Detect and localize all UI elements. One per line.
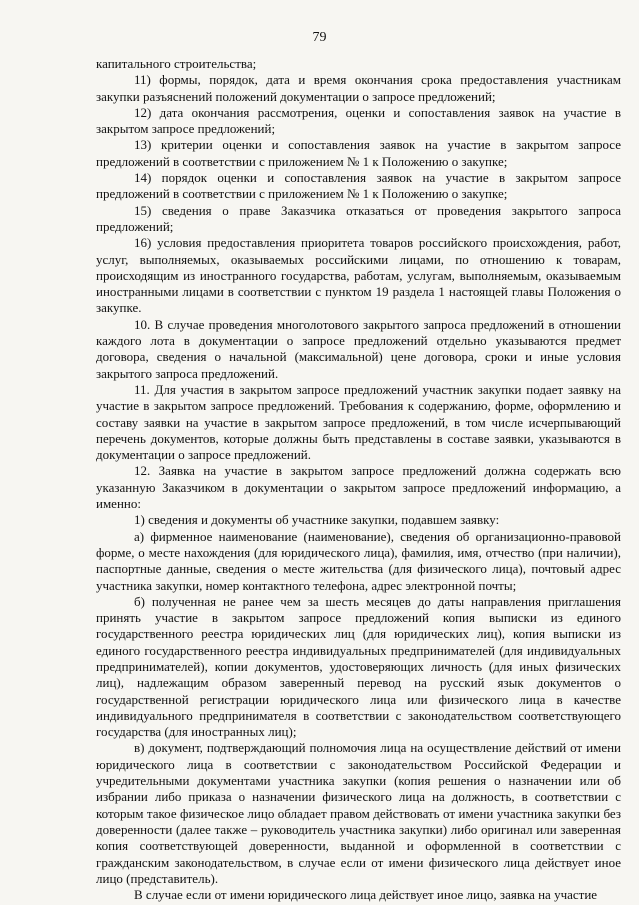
paragraph: 14) порядок оценки и сопоставления заявок на участие в закрытом запросе предложений в соответствии с приложением № 1 к Положению о закупке; [96,170,621,202]
paragraph: 11. Для участия в закрытом запросе предложений участник закупки подает заявку на участие в закрытом запросе предложений. Требования к содержанию, форме, оформлению и составу заявки на участие в закрытом запросе предложений, в том числе исчерпывающий перечень документов, которые должны быть представлены в составе заявки, указываются в документации о запросе предложений. [96,381,621,463]
paragraph: В случае если от имени юридического лица действует иное лицо, заявка на участие [134,887,598,903]
paragraph: 13) критерии оценки и сопоставления заявок на участие в закрытом запросе предложений в соответствии с приложением № 1 к Положению о закупке; [96,137,621,169]
paragraph: 10. В случае проведения многолотового закрытого запроса предложений в отношении каждого лота в документации о запросе предложений отдельно указываются предмет договора, сведения о начальной (максимальной) цене договора, сроки и иные условия закрытого запроса предложений. [96,316,621,381]
paragraph: б) полученная не ранее чем за шесть месяцев до даты направления приглашения принять участие в закрытом запросе предложений копия выписки из единого государственного реестра юридических лиц (для юридических лиц), копия выписки из единого государственного реестра индивидуальных предпринимателей (для индивидуальных предпринимателей), копии документов, удостоверяющих личность (для иных физических лиц), надлежащим образом заверенный перевод на русский язык документов о государственной регистрации юридического лица или физического лица в качестве индивидуального предпринимателя в соответствии с законодательством соответствующего государства (для иностранных лиц); [96,593,621,740]
paragraph: 16) условия предоставления приоритета товаров российского происхождения, работ, услуг, выполняемых, оказываемых российскими лицами, по отношению к товарам, происходящим из иностранного государства, работам, услугам, выполняемым, оказываемым иностранными лицами в соответствии с пунктом 19 раздела 1 настоящей главы Положения о закупке. [96,235,621,316]
paragraph: капитального строительства; [96,56,257,71]
page-number: 79 [312,30,327,45]
paragraph: 12) дата окончания рассмотрения, оценки и сопоставления заявок на участие в закрытом запросе предложений; [96,104,621,137]
paragraph: 12. Заявка на участие в закрытом запросе предложений должна содержать всю указанную Заказчиком в документации о закрытом запросе предложений информацию, а именно: [96,463,621,512]
paragraph: 1) сведения и документы об участнике закупки, подавшем заявку: [134,512,500,528]
paragraph: 11) формы, порядок, дата и время окончания срока предоставления участникам закупки разъяснений положений документации о запросе предложений; [96,72,621,104]
paragraph: а) фирменное наименование (наименование), сведения об организационно-правовой форме, о месте нахождения (для юридического лица), фамилия, имя, отчество (при наличии), паспортные данные, сведения о месте жительства (для физического лица), почтовый адрес участника закупки, номер контактного телефона, адрес электронной почты; [96,528,621,593]
paragraph: 15) сведения о праве Заказчика отказаться от проведения закрытого запроса предложений; [96,202,621,234]
paragraph: в) документ, подтверждающий полномочия лица на осуществление действий от имени юридического лица в соответствии с законодательством Российской Федерации и учредительными документами участника закупки (копия решения о назначении или об избрании либо приказа о назначении физического лица на должность, в соответствии с которым такое физическое лицо обладает правом действовать от имени участника закупки без доверенности (далее также – руководитель участника закупки) либо оригинал или заверенная копия соответствующей доверенности, выданной и оформленной в соответствии с гражданским законодательством, в случае если от имени физического лица действует иное лицо (представитель). [96,740,621,886]
document-body [96,56,621,903]
